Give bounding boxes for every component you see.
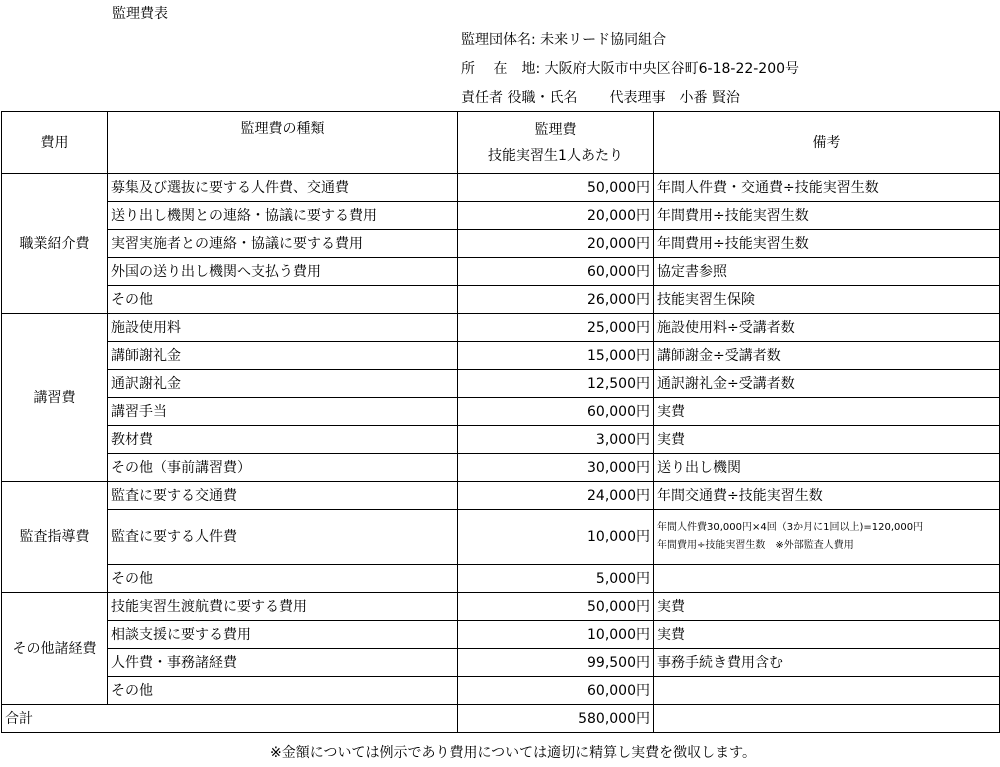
- amount-cell: 20,000円: [458, 202, 654, 230]
- header-notes: 備考: [654, 112, 1000, 174]
- note-cell: 年間費用÷技能実習生数: [654, 202, 1000, 230]
- total-label: 合計: [2, 705, 458, 733]
- table-header-row: [2, 112, 1000, 174]
- amount-cell: 15,000円: [458, 342, 654, 370]
- category-cell: 職業紹介費: [2, 174, 108, 314]
- category-cell: 講習費: [2, 314, 108, 482]
- note-cell: 通訳謝礼金÷受講者数: [654, 370, 1000, 398]
- fee-type-cell: 実習実施者との連絡・協議に要する費用: [108, 230, 458, 258]
- total-amount: 580,000円: [458, 705, 654, 733]
- fee-type-cell: 人件費・事務諸経費: [108, 649, 458, 677]
- table-row: [2, 649, 1000, 677]
- footnote: ※金額については例示であり費用については適切に精算し実費を徴収します。: [270, 745, 757, 761]
- supervision-fee-table: [1, 111, 1000, 733]
- fee-type-cell: 講師謝礼金: [108, 342, 458, 370]
- note-line: 年間費用÷技能実習生数 ※外部監査人費用: [657, 540, 854, 551]
- fee-type-cell: 通訳謝礼金: [108, 370, 458, 398]
- note-cell: 事務手続き費用含む: [654, 649, 1000, 677]
- category-cell: その他諸経費: [2, 593, 108, 705]
- header-fee-type: 監理費の種類: [108, 112, 458, 174]
- table-row: [2, 565, 1000, 593]
- note-cell: 実費: [654, 398, 1000, 426]
- amount-cell: 10,000円: [458, 621, 654, 649]
- note-cell: [654, 677, 1000, 705]
- amount-cell: 30,000円: [458, 454, 654, 482]
- amount-cell: 12,500円: [458, 370, 654, 398]
- total-note: [654, 705, 1000, 733]
- fee-type-cell: その他: [108, 565, 458, 593]
- header-cost: 費用: [2, 112, 108, 174]
- note-cell: 協定書参照: [654, 258, 1000, 286]
- responsible-person: [461, 88, 740, 108]
- table-row: [2, 621, 1000, 649]
- header-amount-line2: 技能実習生1人あたり: [488, 147, 623, 164]
- note-cell: 実費: [654, 593, 1000, 621]
- fee-type-cell: 外国の送り出し機関へ支払う費用: [108, 258, 458, 286]
- amount-cell: 10,000円: [458, 510, 654, 565]
- fee-type-cell: 相談支援に要する費用: [108, 621, 458, 649]
- fee-type-cell: 監査に要する交通費: [108, 482, 458, 510]
- amount-cell: 50,000円: [458, 593, 654, 621]
- category-cell: 監査指導費: [2, 482, 108, 593]
- responsible-person-label: 責任者 役職・氏名: [461, 90, 578, 106]
- fee-type-cell: 講習手当: [108, 398, 458, 426]
- note-line: 年間人件費30,000円×4回（3か月に1回以上)=120,000円: [657, 522, 924, 533]
- fee-type-cell: その他: [108, 677, 458, 705]
- amount-cell: 60,000円: [458, 677, 654, 705]
- fee-type-cell: 募集及び選抜に要する人件費、交通費: [108, 174, 458, 202]
- table-row: [2, 593, 1000, 621]
- note-cell: 技能実習生保険: [654, 286, 1000, 314]
- total-row: [2, 705, 1000, 733]
- note-cell: 実費: [654, 621, 1000, 649]
- amount-cell: 3,000円: [458, 426, 654, 454]
- table-row: [2, 314, 1000, 342]
- header-amount-line1: 監理費: [534, 121, 577, 138]
- amount-cell: 24,000円: [458, 482, 654, 510]
- responsible-person-title: 代表理事: [609, 90, 666, 106]
- fee-type-cell: 教材費: [108, 426, 458, 454]
- table-row: [2, 426, 1000, 454]
- amount-cell: 5,000円: [458, 565, 654, 593]
- fee-type-cell: 技能実習生渡航費に要する費用: [108, 593, 458, 621]
- table-row: [2, 398, 1000, 426]
- table-row: [2, 174, 1000, 202]
- table-row: [2, 677, 1000, 705]
- note-cell: 送り出し機関: [654, 454, 1000, 482]
- amount-cell: 99,500円: [458, 649, 654, 677]
- table-row: [2, 230, 1000, 258]
- fee-type-cell: 監査に要する人件費: [108, 510, 458, 565]
- amount-cell: 26,000円: [458, 286, 654, 314]
- amount-cell: 60,000円: [458, 258, 654, 286]
- table-row: [2, 286, 1000, 314]
- responsible-person-name: 小番 賢治: [679, 90, 740, 106]
- note-cell: 年間交通費÷技能実習生数: [654, 482, 1000, 510]
- note-cell: 実費: [654, 426, 1000, 454]
- amount-cell: 60,000円: [458, 398, 654, 426]
- table-row: [2, 370, 1000, 398]
- fee-type-cell: 送り出し機関との連絡・協議に要する費用: [108, 202, 458, 230]
- note-cell: [654, 510, 1000, 565]
- table-row: [2, 202, 1000, 230]
- organization-address: 所 在 地: 大阪府大阪市中央区谷町6-18-22-200号: [461, 61, 800, 77]
- fee-type-cell: その他（事前講習費）: [108, 454, 458, 482]
- table-row: [2, 510, 1000, 565]
- table-row: [2, 454, 1000, 482]
- note-cell: 年間費用÷技能実習生数: [654, 230, 1000, 258]
- note-cell: 講師謝金÷受講者数: [654, 342, 1000, 370]
- table-row: [2, 482, 1000, 510]
- table-row: [2, 342, 1000, 370]
- note-cell: 年間人件費・交通費÷技能実習生数: [654, 174, 1000, 202]
- fee-type-cell: その他: [108, 286, 458, 314]
- fee-type-cell: 施設使用料: [108, 314, 458, 342]
- organization-name: 監理団体名: 未来リード協同組合: [461, 32, 667, 48]
- amount-cell: 20,000円: [458, 230, 654, 258]
- note-cell: [654, 565, 1000, 593]
- table-row: [2, 258, 1000, 286]
- amount-cell: 25,000円: [458, 314, 654, 342]
- header-amount: [458, 112, 654, 174]
- document-title: 監理費表: [112, 6, 168, 22]
- note-cell: 施設使用料÷受講者数: [654, 314, 1000, 342]
- amount-cell: 50,000円: [458, 174, 654, 202]
